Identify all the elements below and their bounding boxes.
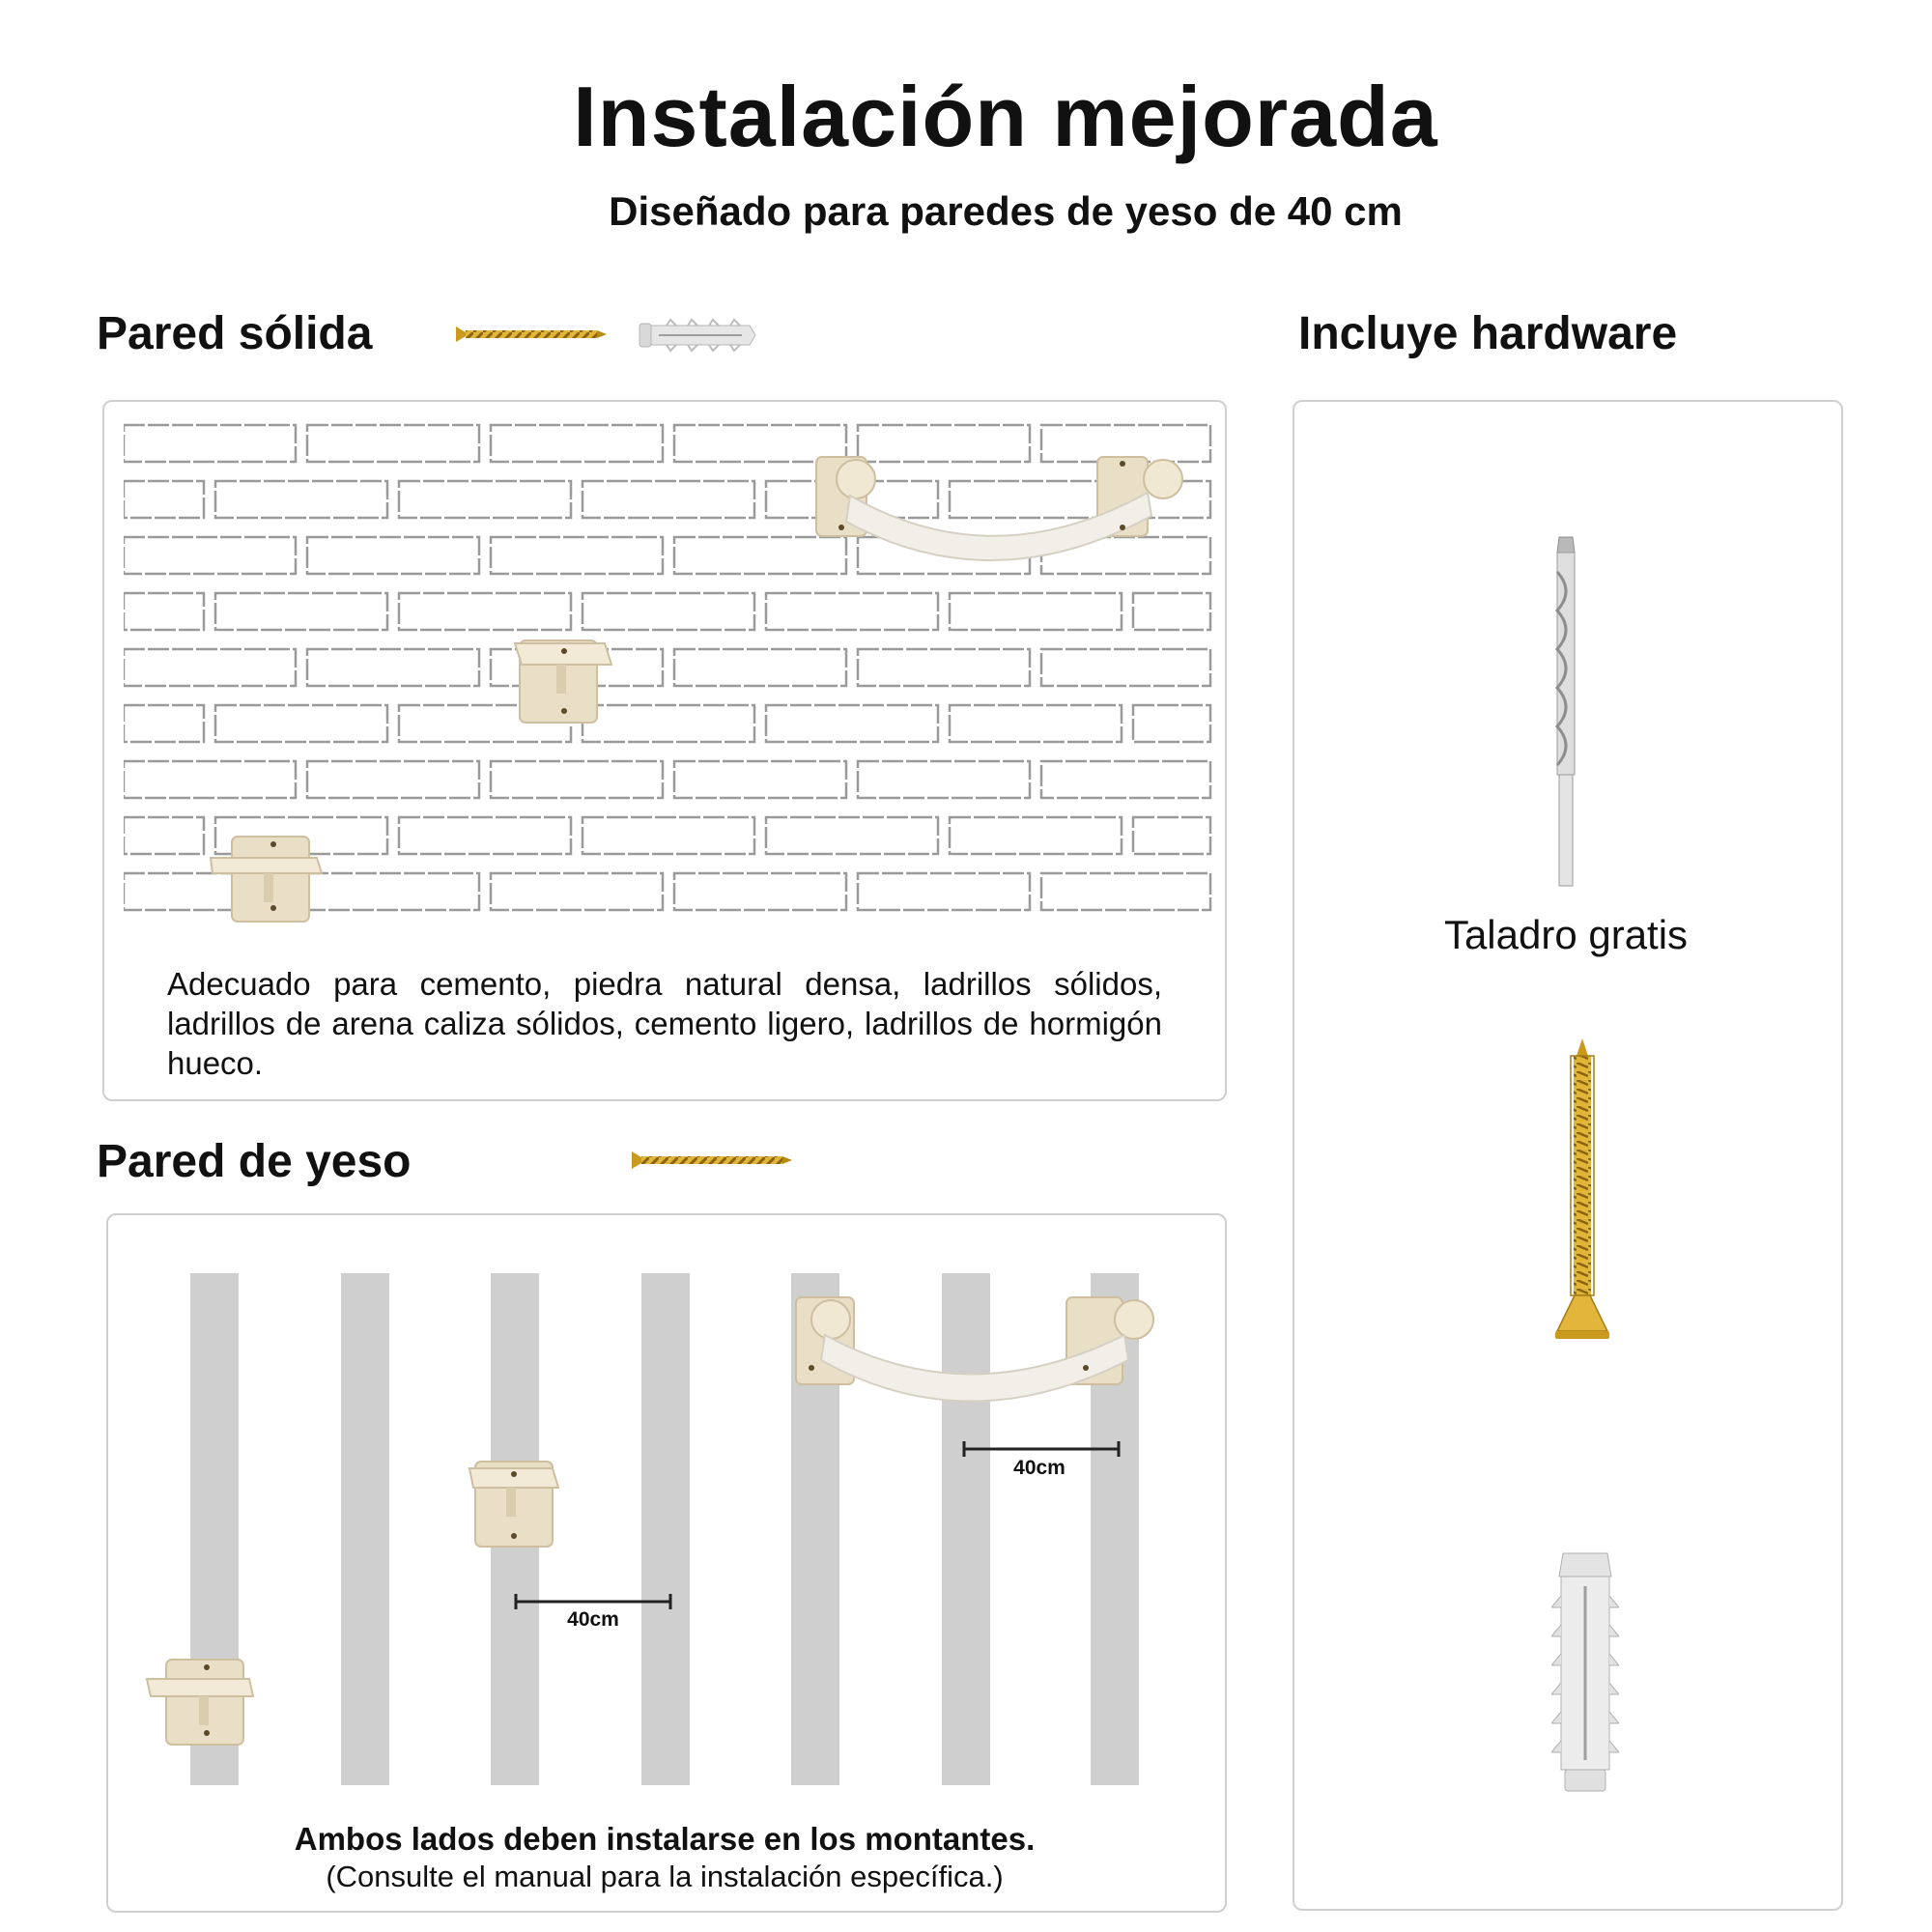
brick: [491, 761, 663, 798]
brick: [491, 425, 663, 462]
brick: [215, 593, 387, 630]
brick: [1133, 593, 1210, 630]
brick: [1041, 649, 1210, 686]
solid-wall-description: Adecuado para cemento, piedra natural densa, ladrillos sólidos, ladrillos de arena caliza sólidos, cemento ligero, ladrillos de hormigón hueco.: [167, 966, 1162, 1081]
dimension-label: 40cm: [567, 1608, 619, 1631]
drywall-note-bold: Ambos lados deben instalarse en los montantes.: [294, 1821, 1036, 1857]
brick: [124, 593, 204, 630]
brick: [950, 817, 1122, 854]
brick: [582, 705, 754, 742]
drill-caption: Taladro gratis: [1443, 912, 1689, 957]
wall-step-middle: [515, 640, 611, 723]
brick: [491, 537, 663, 574]
brick: [307, 425, 479, 462]
wall-step-lower: [147, 1660, 253, 1745]
brick: [674, 537, 846, 574]
brick: [858, 425, 1030, 462]
brick-wall-illustration: [124, 404, 1217, 945]
brick: [124, 705, 204, 742]
dimension-label: 40cm: [1013, 1457, 1065, 1479]
brick: [674, 873, 846, 910]
screw-icon: [454, 323, 609, 346]
brick: [399, 817, 571, 854]
brick: [215, 705, 387, 742]
drywall-heading: Pared de yeso: [97, 1136, 412, 1187]
brick: [950, 481, 1122, 518]
brick: [858, 649, 1030, 686]
brick: [399, 593, 571, 630]
screw-icon: [1553, 1037, 1611, 1350]
brick: [1041, 761, 1210, 798]
brick: [582, 481, 754, 518]
brick: [582, 817, 754, 854]
hardware-heading: Incluye hardware: [1298, 308, 1678, 359]
brick: [215, 481, 387, 518]
brick: [674, 649, 846, 686]
wall-plug-icon: [1551, 1548, 1619, 1799]
page-title: Instalación mejorada: [573, 69, 1438, 164]
brick: [766, 593, 938, 630]
brick: [307, 873, 479, 910]
brick: [858, 873, 1030, 910]
brick: [1133, 817, 1210, 854]
brick: [1041, 873, 1210, 910]
stud-wall-illustration: [108, 1215, 1219, 1795]
brick: [124, 817, 204, 854]
brick: [124, 425, 296, 462]
brick: [124, 649, 296, 686]
drill-bit-icon: [1542, 533, 1590, 889]
brick: [124, 761, 296, 798]
brick: [1133, 705, 1210, 742]
brick: [766, 817, 938, 854]
brick: [307, 761, 479, 798]
brick: [307, 537, 479, 574]
brick: [950, 593, 1122, 630]
brick: [858, 761, 1030, 798]
brick: [674, 761, 846, 798]
solid-wall-heading: Pared sólida: [97, 308, 373, 359]
brick: [124, 537, 296, 574]
drywall-note: (Consulte el manual para la instalación específica.): [326, 1860, 1004, 1893]
brick: [491, 873, 663, 910]
screw-icon: [630, 1148, 794, 1173]
page-subtitle: Diseñado para paredes de yeso de 40 cm: [609, 188, 1403, 234]
studs: [190, 1273, 1139, 1785]
plush-bridge: [816, 457, 1182, 560]
brick: [582, 593, 754, 630]
brick: [950, 705, 1122, 742]
wall-plug-icon: [638, 316, 759, 355]
brick: [766, 705, 938, 742]
brick: [399, 481, 571, 518]
wall-step-middle: [469, 1462, 558, 1547]
brick: [307, 649, 479, 686]
brick: [124, 481, 204, 518]
